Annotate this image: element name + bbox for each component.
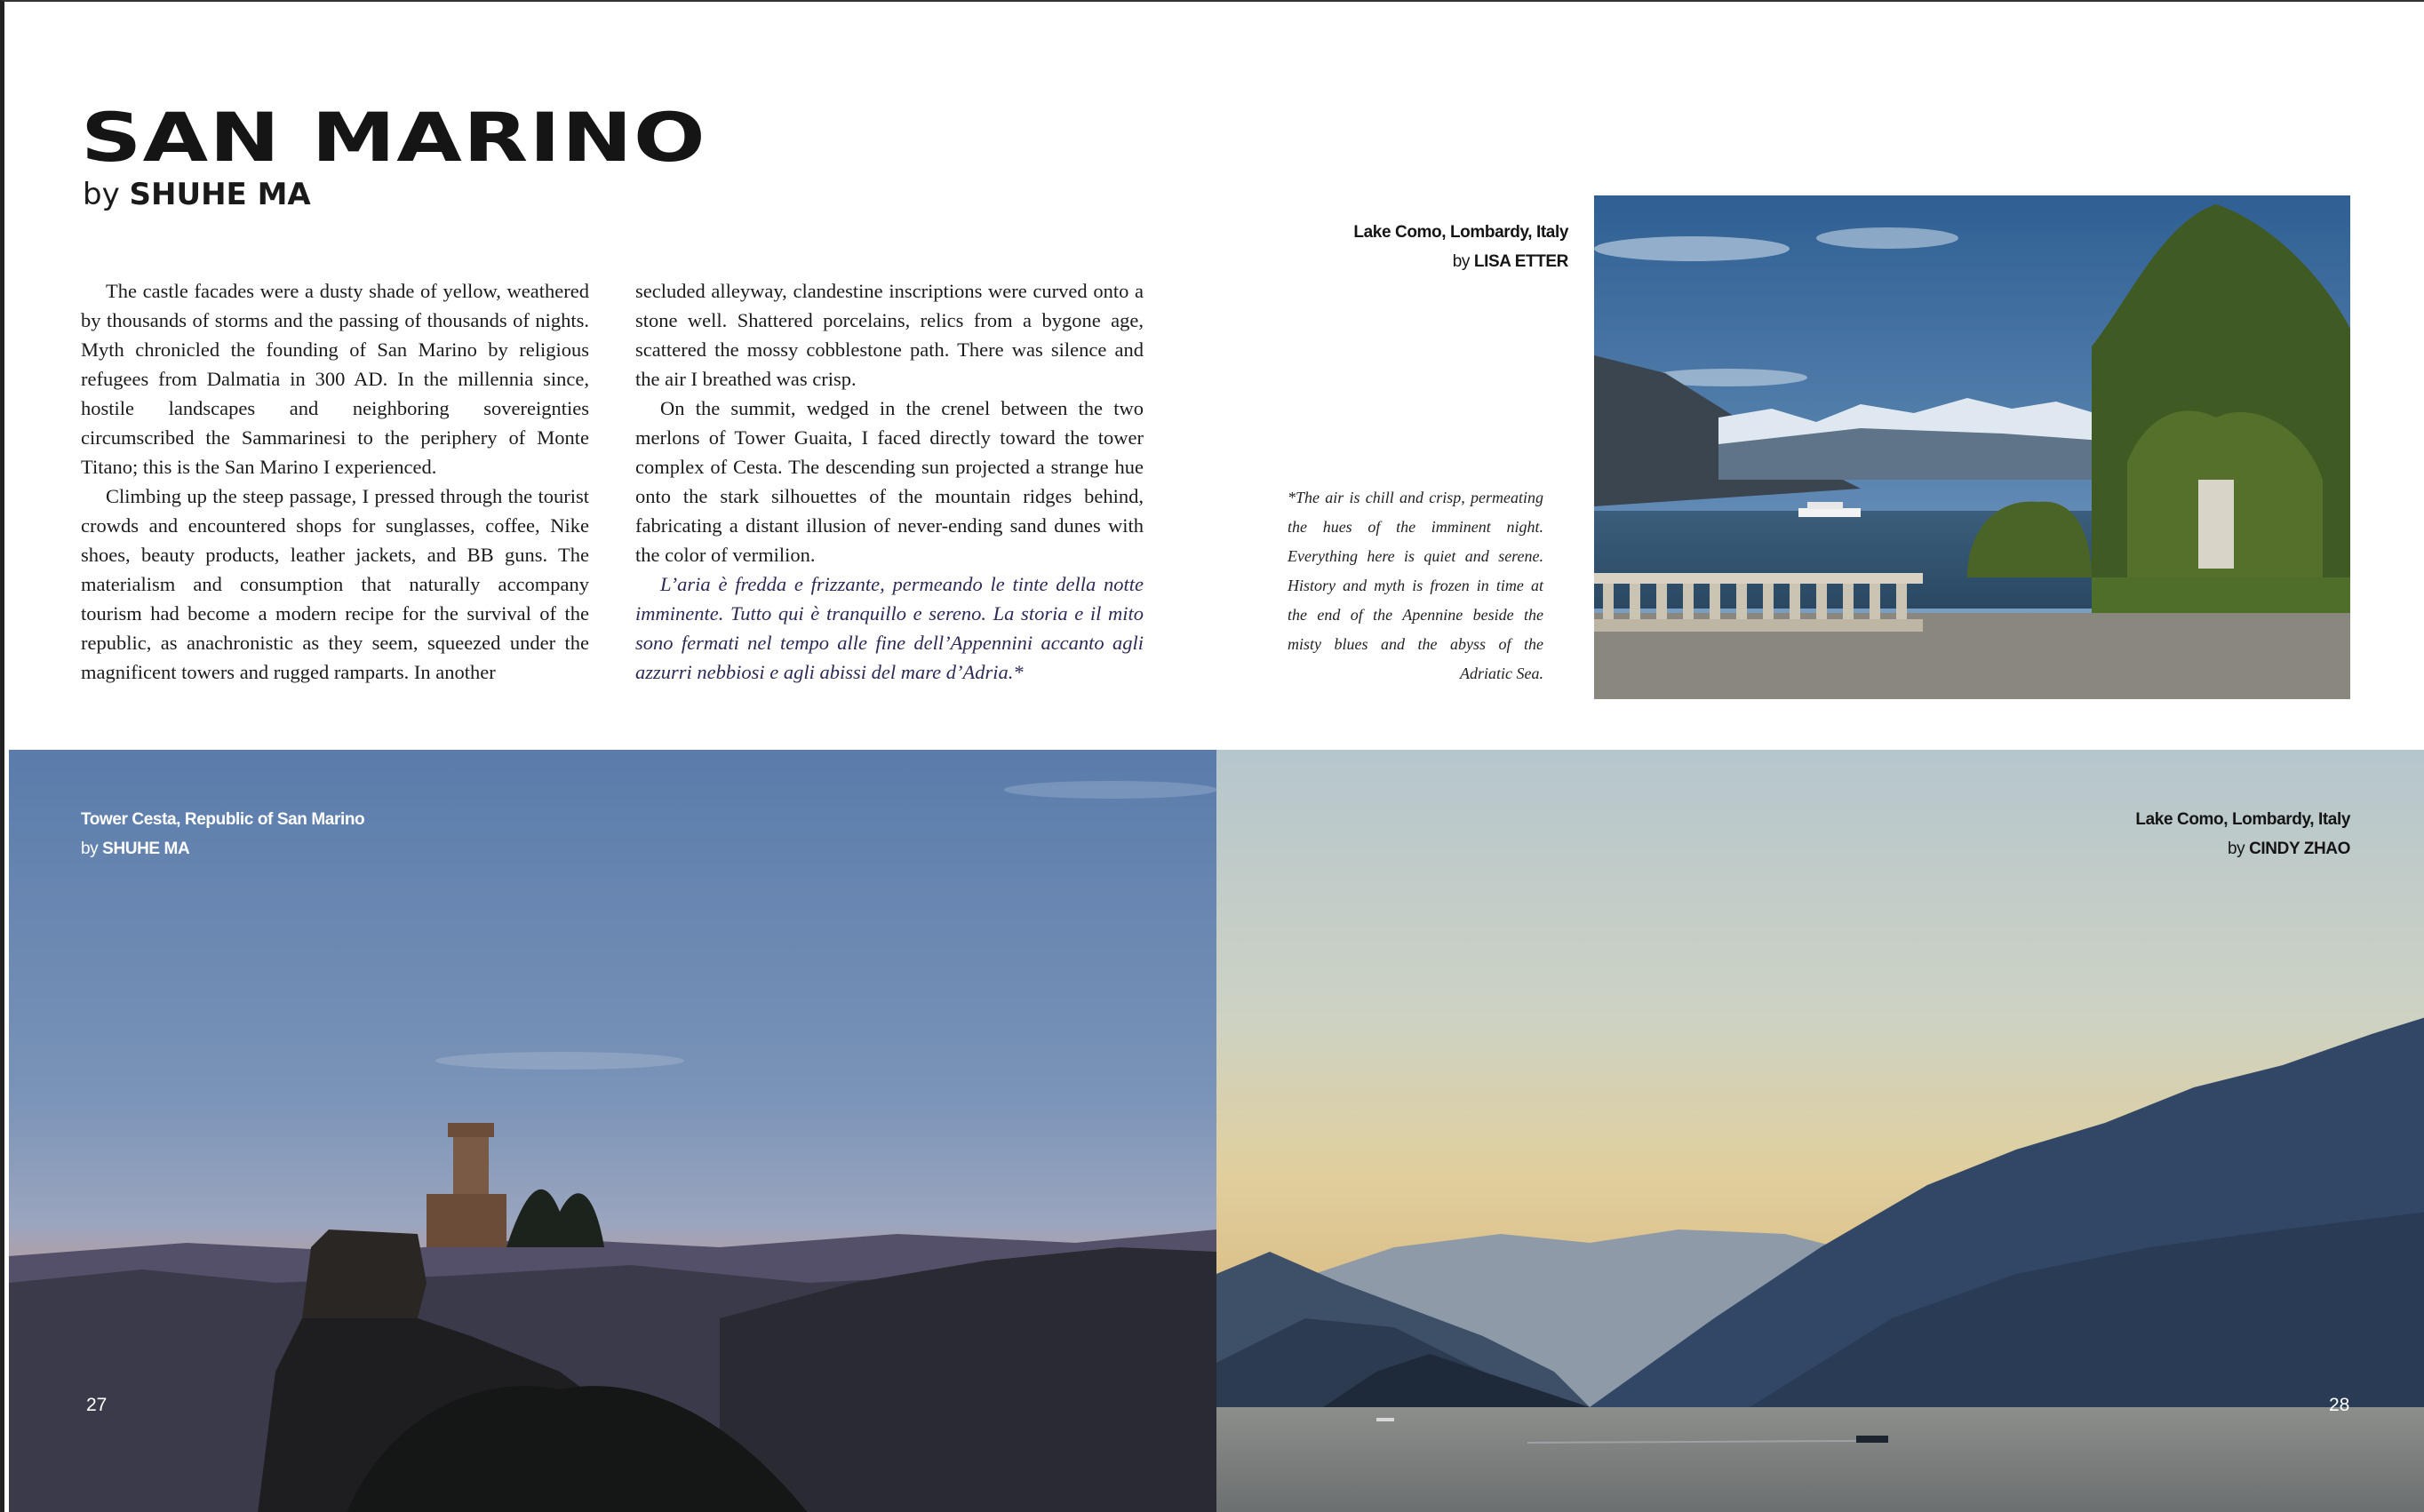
caption-by: by — [2227, 840, 2245, 858]
lake-como-dusk-image — [1216, 750, 2424, 1512]
caption-photographer: LISA ETTER — [1473, 252, 1568, 271]
byline-author: SHUHE MA — [129, 177, 311, 212]
caption-credit — [81, 834, 364, 863]
caption-photographer: SHUHE MA — [102, 840, 190, 858]
caption-credit — [1284, 247, 1568, 276]
body-paragraph: The castle facades were a dusty shade of yellow, weathered by thousands of storms and the passing of thousands of nights. Myth chronicled the founding of San Marino by religious refugees from Dalmatia in 300 AD. In the millennia since, hostile landscapes and neighboring sovereignties circumscribed the Sammarinesi to the periphery of Monte Titano; this is the San Marino I experienced. — [81, 280, 589, 478]
caption-photographer: CINDY ZHAO — [2249, 840, 2350, 858]
italian-paragraph: L’aria è fredda e frizzante, permeando le tinte della notte imminente. Tutto qui è tranquillo e sereno. La storia e il mito sono fermati nel tempo alle fine dell’Appennini accanto agli azzurri nebbiosi e agli abissi del mare d’Adria.* — [635, 573, 1144, 683]
photo-tower-cesta — [9, 750, 1216, 1512]
caption-bottom-right-photo — [2066, 805, 2350, 863]
caption-top-photo — [1284, 218, 1568, 276]
caption-place: Tower Cesta, Republic of San Marino — [81, 810, 365, 829]
article-byline — [83, 177, 311, 212]
caption-by: by — [1452, 252, 1470, 271]
lake-como-terrace-image — [1594, 195, 2350, 699]
page-number-right: 28 — [2329, 1395, 2350, 1415]
body-paragraph: On the summit, wedged in the crenel between the two merlons of Tower Guaita, I faced directly toward the tower complex of Cesta. The descending sun projected a strange hue onto the stark silhouettes of the mountain ridges behind, fabricating a distant illusion of never-ending sand dunes with the color of vermilion. — [635, 397, 1144, 566]
caption-place: Lake Como, Lombardy, Italy — [1353, 223, 1568, 242]
body-column-2 — [635, 276, 1144, 687]
body-paragraph: Climbing up the steep passage, I pressed through the tourist crowds and encountered shops for sunglasses, coffee, Nike shoes, beauty products, leather jackets, and BB guns. The materialism and consumption that naturally accompany tourism had become a modern recipe for the survival of the republic, as anachronistic as they seem, squeezed under the magnificent towers and rugged ramparts. In another — [81, 485, 589, 683]
pull-quote: *The air is chill and crisp, permeating the hues of the imminent night. Everything here is quiet and serene. History and myth is frozen in time at the end of the Apennine beside the misty blues and the abyss of the Adriatic Sea. — [1288, 489, 1543, 682]
caption-place: Lake Como, Lombardy, Italy — [2135, 810, 2350, 829]
tower-cesta-image — [9, 750, 1216, 1512]
page-number-left: 27 — [86, 1395, 108, 1415]
caption-by: by — [81, 840, 99, 858]
photo-lake-como-terrace — [1594, 195, 2350, 699]
byline-prefix: by — [83, 177, 120, 212]
photo-lake-como-dusk — [1216, 750, 2424, 1512]
caption-credit — [2066, 834, 2350, 863]
body-column-1 — [81, 276, 589, 687]
caption-bottom-left-photo — [81, 805, 364, 863]
body-paragraph: secluded alleyway, clandestine inscriptions were curved onto a stone well. Shattered porcelains, relics from a bygone age, scattered the mossy cobblestone path. There was silence and the air I breathed was crisp. — [635, 280, 1144, 390]
article-title: SAN MARINO — [81, 98, 706, 177]
